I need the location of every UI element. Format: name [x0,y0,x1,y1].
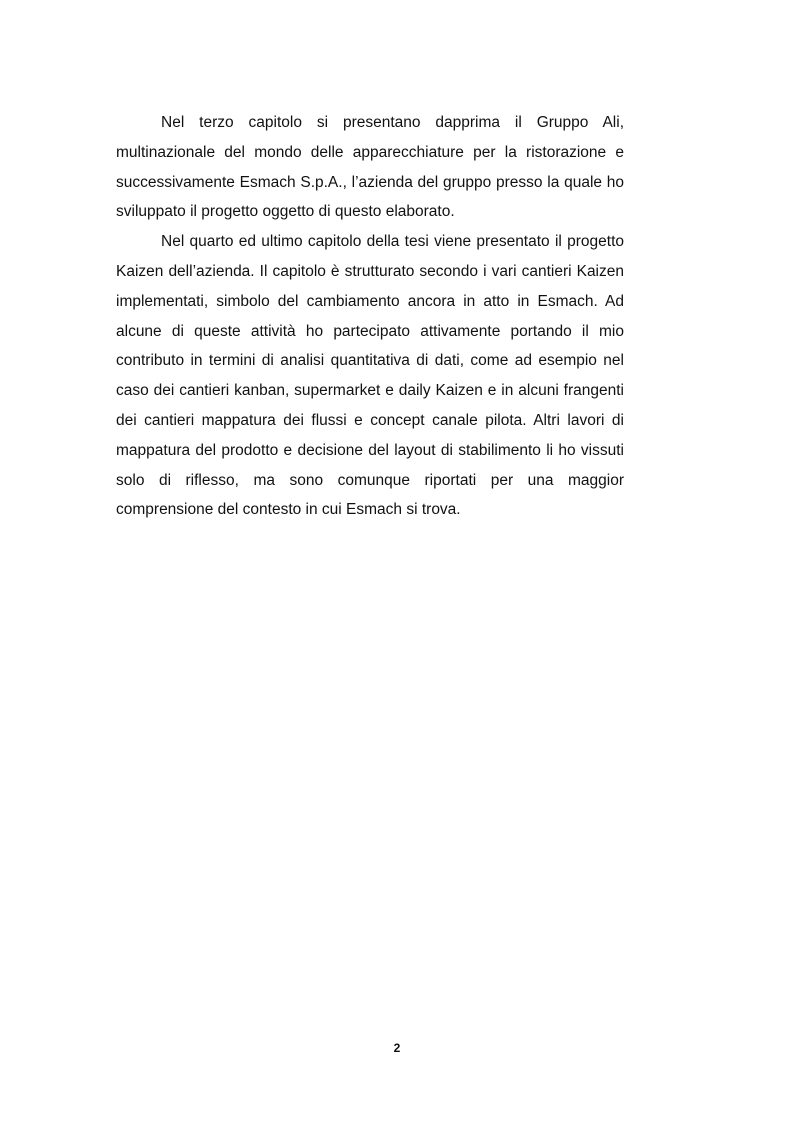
paragraph-fourth-chapter: Nel quarto ed ultimo capitolo della tesi viene presentato il progetto Kaizen dell’azienda. Il capitolo è strutturato secondo i vari cantieri Kaizen implementati, simbolo del cambiamento ancora in atto in Esmach. Ad alcune di queste attività ho partecipato attivamente portando il mio contributo in termini di analisi quantitativa di dati, come ad esempio nel caso dei cantieri kanban, supermarket e daily Kaizen e in alcuni frangenti dei cantieri mappatura dei flussi e concept canale pilota. Altri lavori di mappatura del prodotto e decisione del layout di stabilimento li ho vissuti solo di riflesso, ma sono comunque riportati per una maggior comprensione del contesto in cui Esmach si trova. [116,233,624,519]
body-text [116,108,624,525]
page-number: 2 [393,1041,401,1055]
paragraph-third-chapter: Nel terzo capitolo si presentano dapprima il Gruppo Ali, multinazionale del mondo delle apparecchiature per la ristorazione e successivamente Esmach S.p.A., l’azienda del gruppo presso la quale ho sviluppato il progetto oggetto di questo elaborato. [116,114,624,221]
